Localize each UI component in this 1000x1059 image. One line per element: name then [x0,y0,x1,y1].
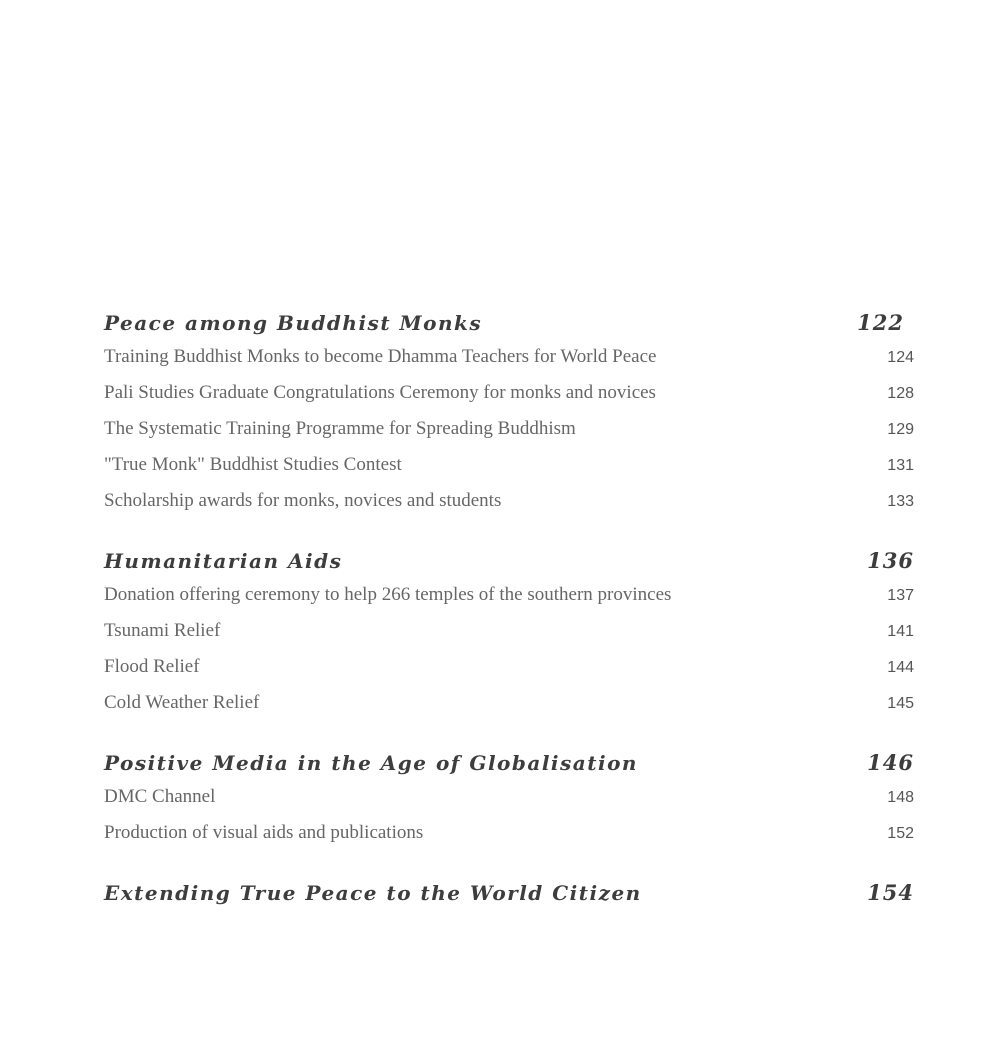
entry-page-number: 133 [887,493,914,510]
entry-title: Scholarship awards for monks, novices and students [104,490,502,511]
entry-title: Tsunami Relief [104,620,221,641]
entry-page-number: 128 [887,385,914,402]
section-page-number: 136 [867,548,914,573]
entry-page-number: 145 [887,695,914,712]
toc-entry [104,620,914,656]
entry-title: The Systematic Training Programme for Spreading Buddhism [104,418,576,439]
section-heading [104,750,914,784]
entry-title: Flood Relief [104,656,200,677]
section-title: Extending True Peace to the World Citizen [104,881,642,905]
section-title: Positive Media in the Age of Globalisation [104,751,638,775]
toc-entry [104,346,914,382]
entry-title: "True Monk" Buddhist Studies Contest [104,454,402,475]
entry-page-number: 131 [887,457,914,474]
entry-title: Production of visual aids and publications [104,822,424,843]
toc-section-positive-media [104,750,914,858]
toc-entry [104,490,914,526]
toc-section-humanitarian-aids [104,548,914,728]
toc-section-peace-among-buddhist-monks [104,310,914,526]
section-title: Humanitarian Aids [104,549,343,573]
toc-entry [104,786,914,822]
toc-entry [104,692,914,728]
entry-page-number: 144 [887,659,914,676]
entry-title: Donation offering ceremony to help 266 temples of the southern provinces [104,584,672,605]
toc-entry [104,656,914,692]
toc-entry [104,584,914,620]
toc-entry [104,382,914,418]
entry-page-number: 137 [887,587,914,604]
section-heading [104,310,914,344]
entry-title: Training Buddhist Monks to become Dhamma Teachers for World Peace [104,346,657,367]
section-page-number: 122 [857,310,904,335]
section-heading [104,880,914,914]
toc-entry [104,822,914,858]
table-of-contents [104,310,914,936]
entry-page-number: 152 [887,825,914,842]
section-page-number: 154 [867,880,914,905]
entry-page-number: 124 [887,349,914,366]
entry-title: Cold Weather Relief [104,692,260,713]
toc-entry [104,418,914,454]
entry-title: DMC Channel [104,786,216,807]
section-page-number: 146 [867,750,914,775]
toc-section-extending-true-peace [104,880,914,914]
section-heading [104,548,914,582]
entry-page-number: 129 [887,421,914,438]
entry-page-number: 148 [887,789,914,806]
entry-title: Pali Studies Graduate Congratulations Ceremony for monks and novices [104,382,656,403]
toc-entry [104,454,914,490]
entry-page-number: 141 [887,623,914,640]
section-title: Peace among Buddhist Monks [104,311,483,335]
